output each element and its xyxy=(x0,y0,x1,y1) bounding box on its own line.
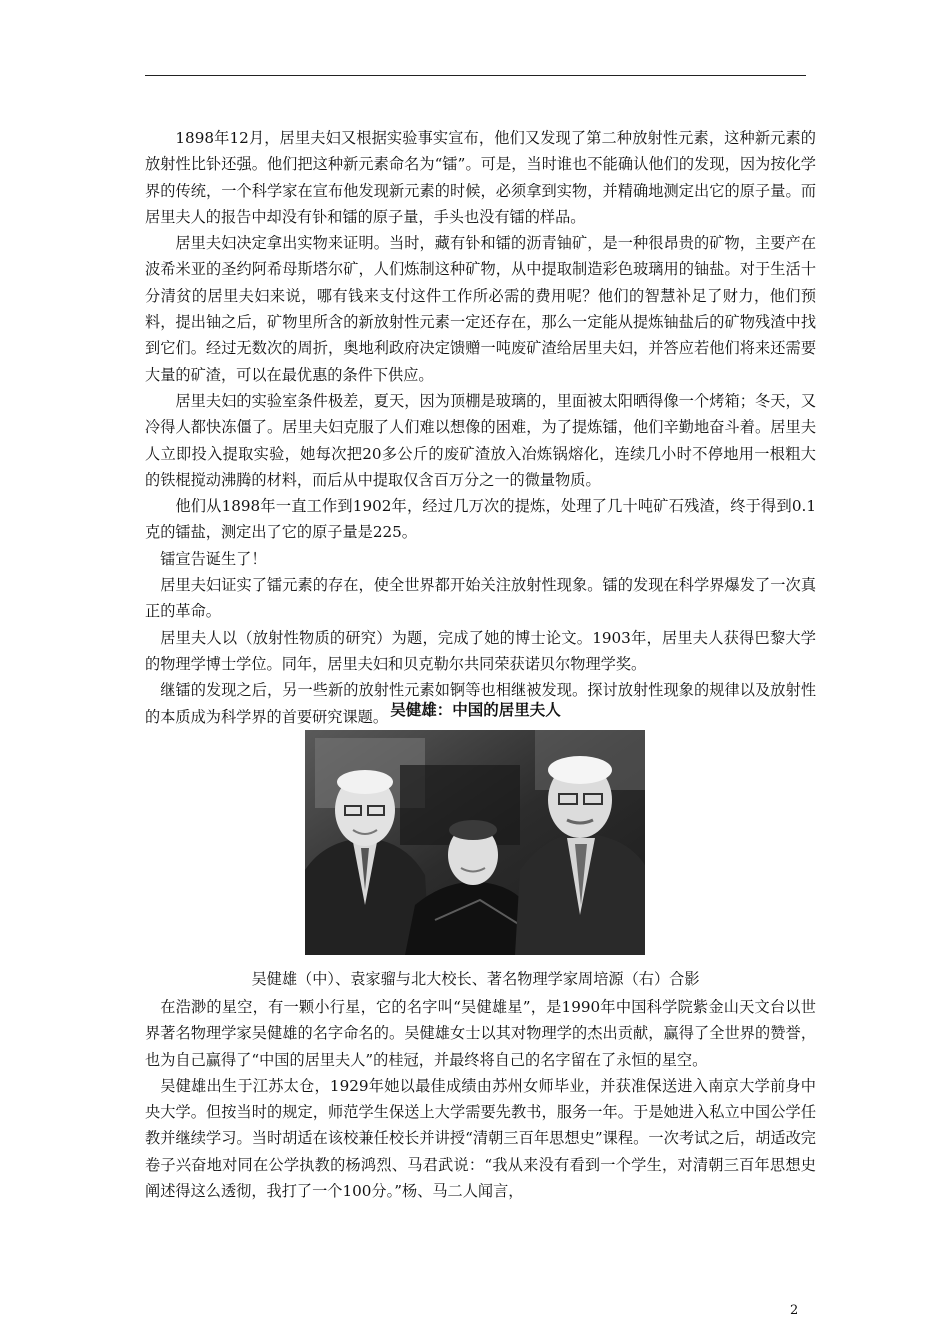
header-rule xyxy=(145,75,806,76)
body-text-bottom xyxy=(145,994,816,1204)
paragraph-proof-plan: 居里夫妇决定拿出实物来证明。当时，藏有钋和镭的沥青铀矿，是一种很昂贵的矿物，主要产在波希米亚的圣约阿希母斯塔尔矿，人们炼制这种矿物，从中提取制造彩色玻璃用的铀盐。对于生活十分清贫的居里夫妇来说，哪有钱来支付这件工作所必需的费用呢？他们的智慧补足了财力，他们预料，提出铀之后，矿物里所含的新放射性元素一定还存在，那么一定能从提炼铀盐后的矿物残渣中找到它们。经过无数次的周折，奥地利政府决定馈赠一吨废矿渣给居里夫妇，并答应若他们将来还需要大量的矿渣，可以在最优惠的条件下供应。 xyxy=(145,234,816,384)
paragraph-radium-born: 镭宣告诞生了！ xyxy=(160,549,267,568)
paragraph-lab-conditions: 居里夫妇的实验室条件极差，夏天，因为顶棚是玻璃的，里面被太阳晒得像一个烤箱；冬天，又冷得人都快冻僵了。居里夫妇克服了人们难以想像的困难，为了提炼镭，他们辛勤地奋斗着。居里夫人立即投入提取实验，她每次把20多公斤的废矿渣放入冶炼锅熔化，连续几小时不停地用一根粗大的铁棍搅动沸腾的材料，而后从中提取仅含百万分之一的微量物质。 xyxy=(145,391,816,489)
paragraph-radium-discovery: 1898年12月，居里夫妇又根据实验事实宣布，他们又发现了第二种放射性元素，这种新元素的放射性比钋还强。他们把这种新元素命名为“镭”。可是，当时谁也不能确认他们的发现，因为按化学界的传统，一个科学家在宣布他发现新元素的时候，必须拿到实物，并精确地测定出它的原子量。而居里夫人的报告中却没有钋和镭的原子量，手头也没有镭的样品。 xyxy=(145,129,816,226)
paragraph-radium-extraction: 他们从1898年一直工作到1902年，经过几万次的提炼，处理了几十吨矿石残渣，终于得到0.1克的镭盐，测定出了它的原子量是225。 xyxy=(145,497,816,542)
section-title: 吴健雄：中国的居里夫人 xyxy=(390,701,561,719)
paragraph-further-research: 继镭的发现之后，另一些新的放射性元素如锕等也相继被发现。探讨放射性现象的规律以及放射性的本质成为科学界的首要研究课题。 xyxy=(145,681,816,726)
group-photo xyxy=(305,730,645,955)
paragraph-doctorate: 居里夫人以（放射性物质的研究）为题，完成了她的博士论文。1903年，居里夫人获得巴黎大学的物理学博士学位。同年，居里夫妇和贝克勒尔共同荣获诺贝尔物理学奖。 xyxy=(145,628,816,673)
paragraph-revolution: 居里夫妇证实了镭元素的存在，使全世界都开始关注放射性现象。镭的发现在科学界爆发了一次真正的革命。 xyxy=(145,576,816,621)
paragraph-asteroid: 在浩渺的星空，有一颗小行星，它的名字叫“吴健雄星”，是1990年中国科学院紫金山天文台以世界著名物理学家吴健雄的名字命名的。吴健雄女士以其对物理学的杰出贡献，赢得了全世界的赞誉，也为自己赢得了“中国的居里夫人”的桂冠，并最终将自己的名字留在了永恒的星空。 xyxy=(145,998,816,1069)
photo-caption: 吴健雄（中）、袁家骝与北大校长、著名物理学家周培源（右）合影 xyxy=(251,970,700,988)
group-photo-image xyxy=(305,730,645,955)
page-number: 2 xyxy=(790,1303,799,1318)
paragraph-early-life: 吴健雄出生于江苏太仓，1929年她以最佳成绩由苏州女师毕业，并获准保送进入南京大学前身中央大学。但按当时的规定，师范学生保送上大学需要先教书，服务一年。于是她进入私立中国公学任教并继续学习。当时胡适在该校兼任校长并讲授“清朝三百年思想史”课程。一次考试之后，胡适改完卷子兴奋地对同在公学执教的杨鸿烈、马君武说：“我从来没有看到一个学生，对清朝三百年思想史阐述得这么透彻，我打了一个100分。”杨、马二人闻言， xyxy=(145,1076,816,1201)
body-text-top xyxy=(145,125,816,730)
